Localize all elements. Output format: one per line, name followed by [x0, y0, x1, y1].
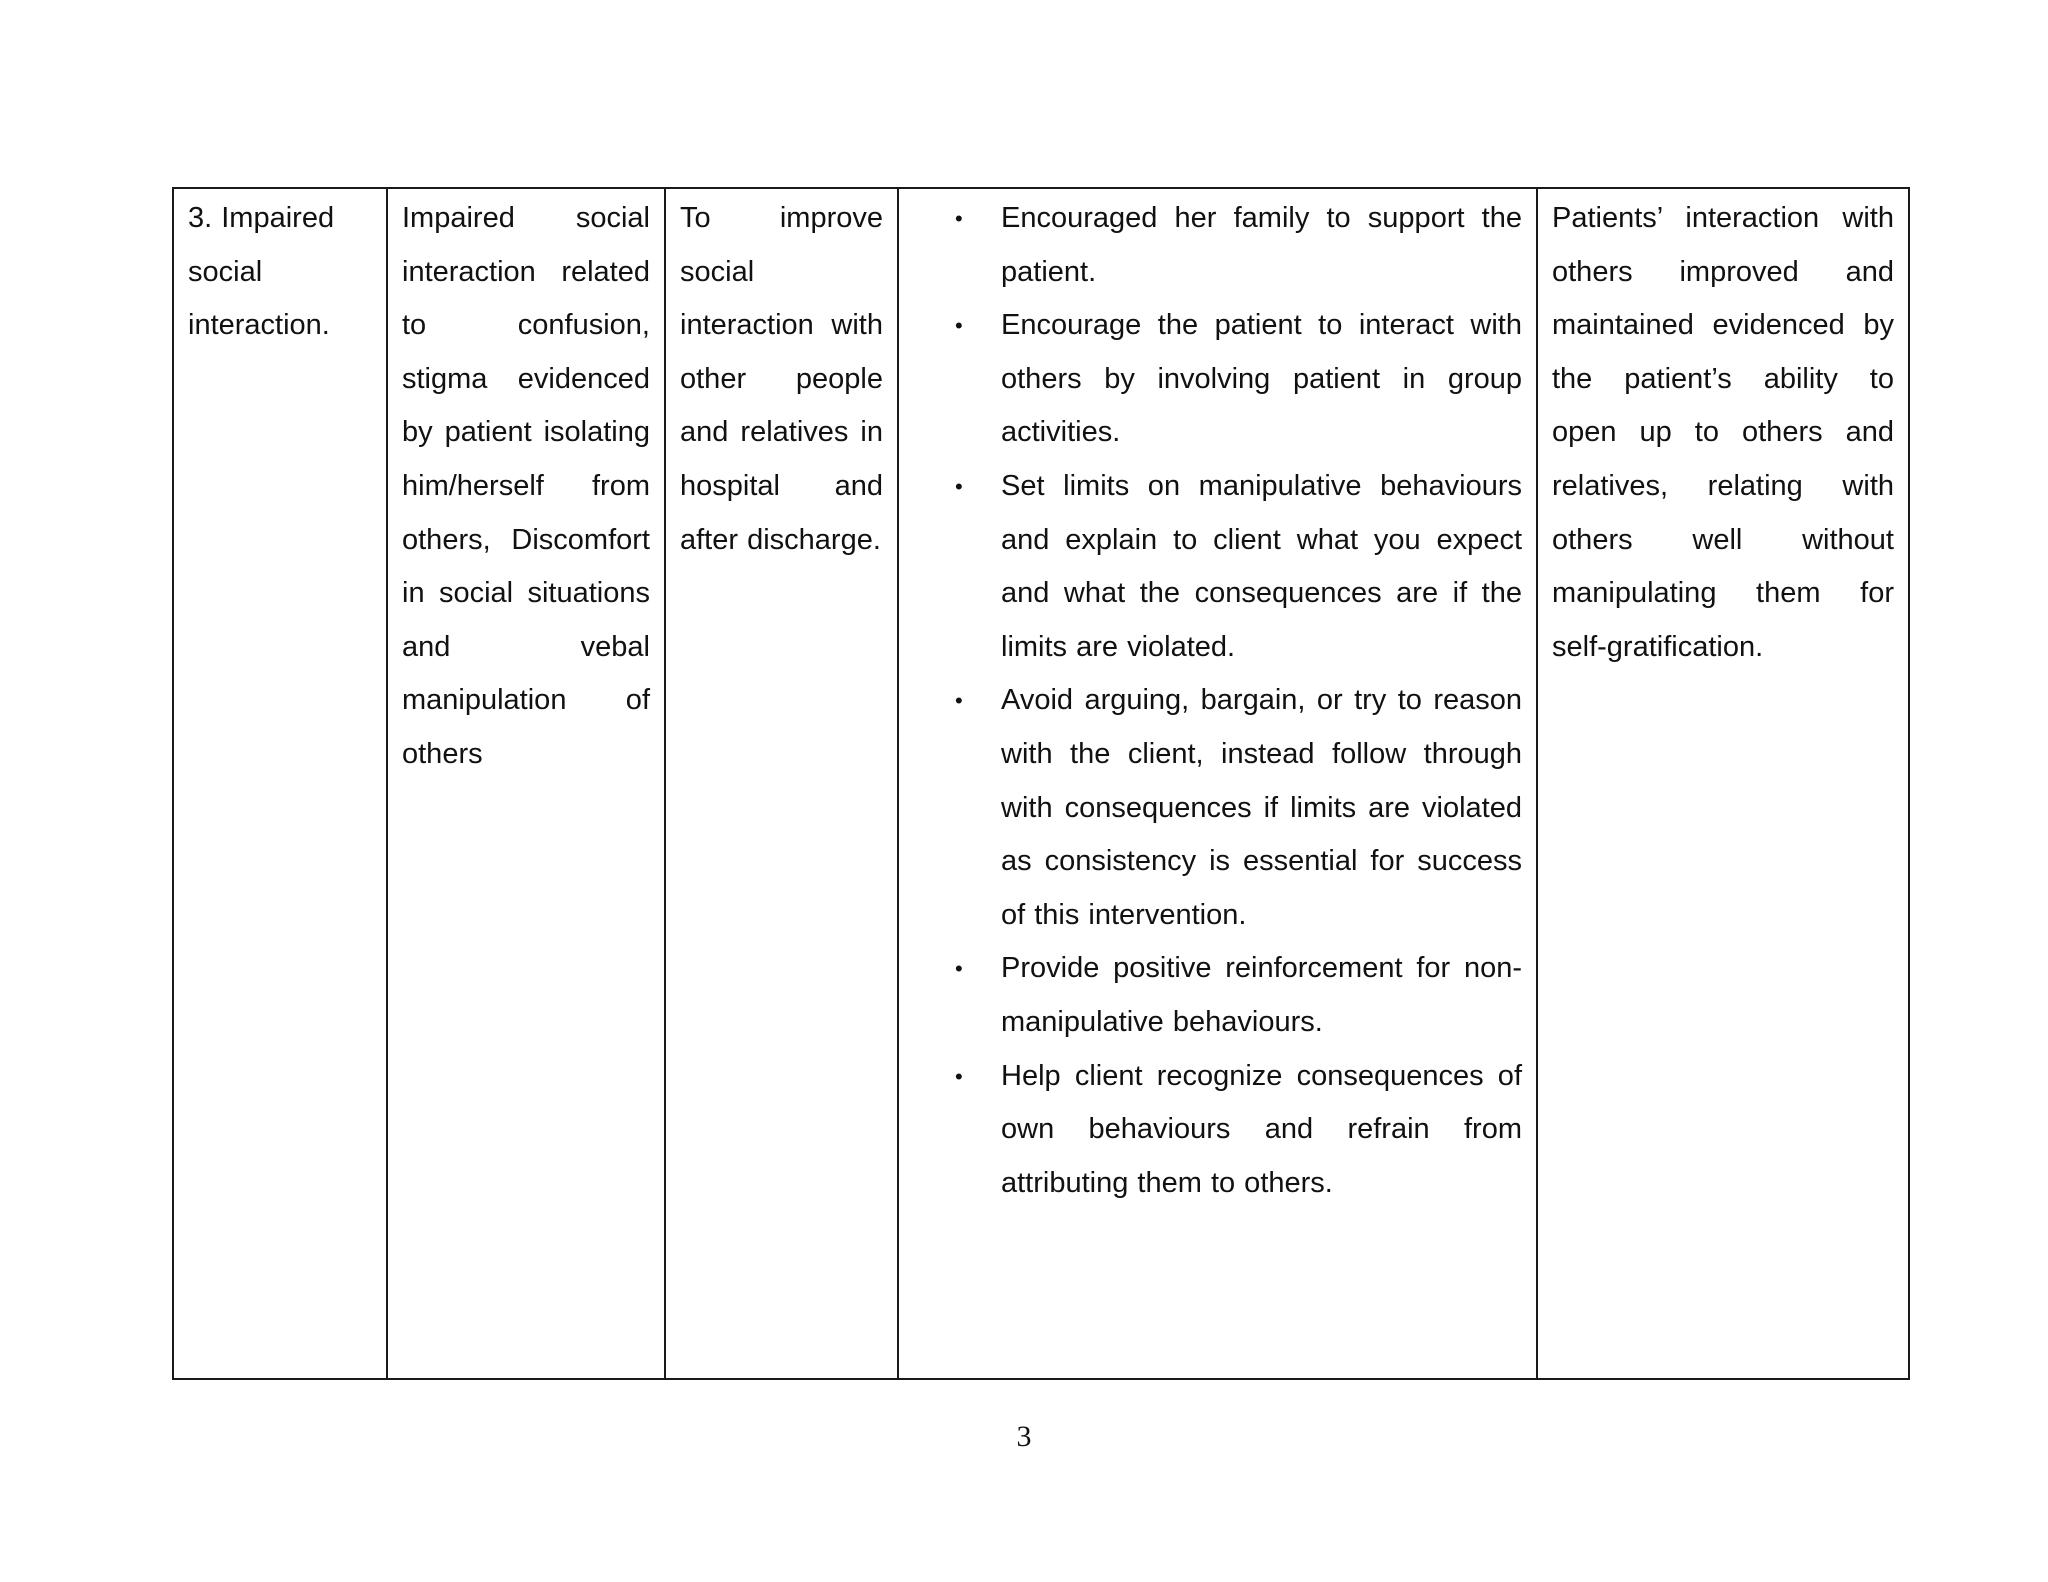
intervention-text: Set limits on manipulative behaviours and explain to client what you expect and what the consequences are if the limits are violated.	[1001, 469, 1522, 663]
interventions-list	[913, 192, 1522, 1210]
bullet-icon: •	[955, 473, 963, 499]
intervention-text: Provide positive reinforcement for non-manipulative behaviours.	[1001, 952, 1522, 1038]
bullet-icon: •	[955, 1063, 963, 1089]
bullet-icon: •	[955, 313, 963, 339]
intervention-text: Encourage the patient to interact with others by involving patient in group activities.	[1001, 309, 1522, 449]
intervention-item	[955, 1050, 1522, 1211]
bullet-icon: •	[955, 688, 963, 714]
nursing-care-plan-table	[172, 187, 1910, 1380]
goal-cell	[665, 188, 898, 1379]
goal-text: To improve social interaction with other people and relatives in hospital and after discharge.	[680, 202, 883, 556]
related-to-cell	[387, 188, 665, 1379]
bullet-icon: •	[955, 206, 963, 231]
evaluation-text: Patients’ interaction with others improved and maintained evidenced by the patient’s ability to open up to others and relatives, relating with others well without manipulating them for self-gratification.	[1552, 202, 1894, 663]
diagnosis-cell	[173, 188, 387, 1379]
intervention-text: Encouraged her family to support the patient.	[1001, 202, 1522, 288]
page-number: 3	[1016, 1420, 1032, 1453]
intervention-text: Avoid arguing, bargain, or try to reason with the client, instead follow through with consequences if limits are violated as consistency is essential for success of this intervention.	[1001, 684, 1522, 931]
evaluation-cell	[1537, 188, 1909, 1379]
interventions-cell	[898, 188, 1537, 1379]
bullet-icon: •	[955, 956, 963, 982]
intervention-item	[955, 460, 1522, 674]
diagnosis-text: 3. Impaired social interaction.	[188, 202, 335, 342]
intervention-text: Help client recognize consequences of own behaviours and refrain from attributing them to others.	[1001, 1059, 1522, 1199]
intervention-item	[955, 299, 1522, 460]
related-to-text: Impaired social interaction related to confusion, stigma evidenced by patient isolating him/herself from others, Discomfort in social situations and vebal manipulation of others	[402, 202, 650, 770]
intervention-item	[955, 192, 1522, 299]
care-plan-row	[173, 188, 1909, 1379]
intervention-item	[955, 674, 1522, 942]
intervention-item	[955, 942, 1522, 1049]
